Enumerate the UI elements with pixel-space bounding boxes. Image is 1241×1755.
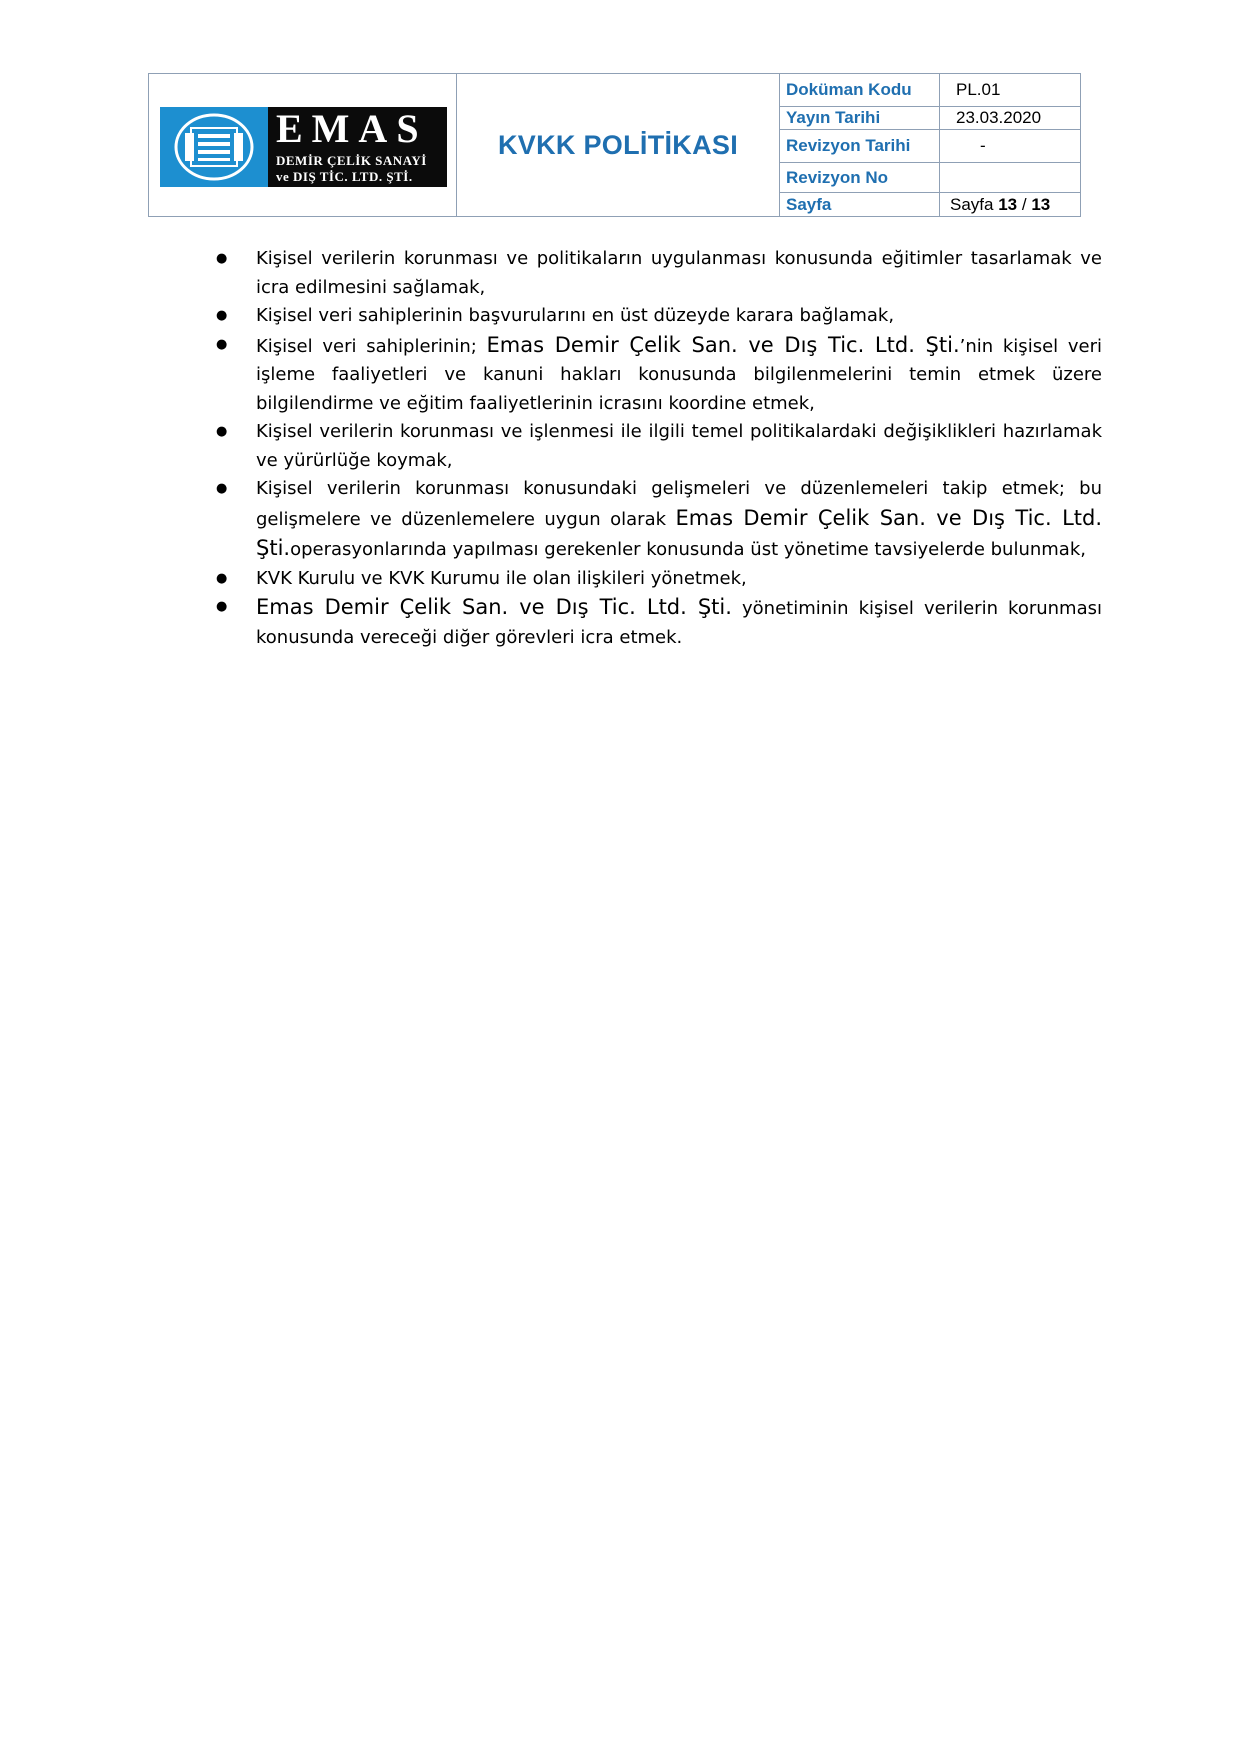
page-label: Sayfa: [780, 193, 940, 216]
doc-code-value: PL.01: [940, 74, 1080, 107]
publish-date-label: Yayın Tarihi: [780, 107, 940, 130]
page-number: [940, 193, 1080, 216]
revision-date-label: Revizyon Tarihi: [780, 130, 940, 163]
list-item: [216, 331, 1102, 419]
list-item: [216, 593, 1102, 652]
list-item-text: Kişisel veri sahiplerinin başvurularını en üst düzeyde karara bağlamak,: [256, 305, 895, 326]
list-item-text: operasyonlarında yapılması gerekenler konusunda üst yönetime tavsiyelerde bulunmak,: [290, 539, 1086, 560]
list-item: [216, 565, 1102, 594]
bullet-list: [216, 245, 1102, 652]
list-item-text: Kişisel verilerin korunması ve politikaların uygulanması konusunda eğitimler tasarlamak ve icra edilmesini sağlamak,: [256, 248, 1102, 298]
list-item-text: yönetiminin kişisel verilerin korunması konusunda vereceği diğer görevleri icra etmek.: [256, 598, 1103, 648]
list-item-text: Kişisel verilerin korunması konusundaki gelişmeleri ve düzenlemeleri takip etmek; bu gelişmelere ve düzenlemelere uygun olarak: [256, 478, 1102, 530]
publish-date-value: 23.03.2020: [940, 107, 1080, 130]
list-item: [216, 245, 1102, 302]
list-item: [216, 475, 1102, 565]
title-cell: [457, 74, 780, 216]
revision-date-value: -: [940, 130, 1080, 163]
company-logo: [160, 107, 447, 187]
logo-name: EMAS: [276, 106, 428, 152]
list-item-text: Kişisel veri sahiplerinin;: [256, 335, 487, 357]
page-current: 13: [998, 194, 1018, 214]
doc-code-label: Doküman Kodu: [780, 74, 940, 107]
page-total: 13: [1031, 194, 1051, 214]
list-item-text: ’nin kişisel veri işleme faaliyetleri ve kanuni hakları konusunda bilgilenmelerini temin etmek üzere bilgilendirme ve eğitim faaliyetlerinin icrasını koordine etmek,: [256, 335, 1102, 414]
logo-text: [268, 107, 447, 187]
logo-subtitle-line2: ve DIŞ TİC. LTD. ŞTİ.: [276, 169, 413, 184]
logo-cell: [149, 74, 457, 216]
company-name: Emas Demir Çelik San. ve Dış Tic. Ltd. Şti.: [486, 332, 960, 357]
page-separator: /: [1021, 194, 1027, 214]
document-title: KVKK POLİTİKASI: [497, 129, 738, 160]
list-item: [216, 302, 1102, 331]
emas-emblem-icon: [160, 107, 268, 187]
document-info-table: [780, 74, 1080, 216]
logo-subtitle-line1: DEMİR ÇELİK SANAYİ: [276, 153, 427, 169]
list-item-text: KVK Kurulu ve KVK Kurumu ile olan ilişkileri yönetmek,: [256, 567, 747, 589]
revision-no-value: [940, 163, 1080, 193]
page-prefix: Sayfa: [950, 194, 994, 214]
company-name: Emas Demir Çelik San. ve Dış Tic. Ltd. Şti.: [256, 505, 1103, 560]
list-item-text: Kişisel verilerin korunması ve işlenmesi ile ilgili temel politikalardaki değişiklikleri hazırlamak ve yürürlüğe koymak,: [256, 421, 1102, 471]
list-item: [216, 418, 1102, 475]
company-name: Emas Demir Çelik San. ve Dış Tic. Ltd. Şti.: [256, 595, 732, 619]
revision-no-label: Revizyon No: [780, 163, 940, 193]
document-header: [148, 73, 1081, 217]
